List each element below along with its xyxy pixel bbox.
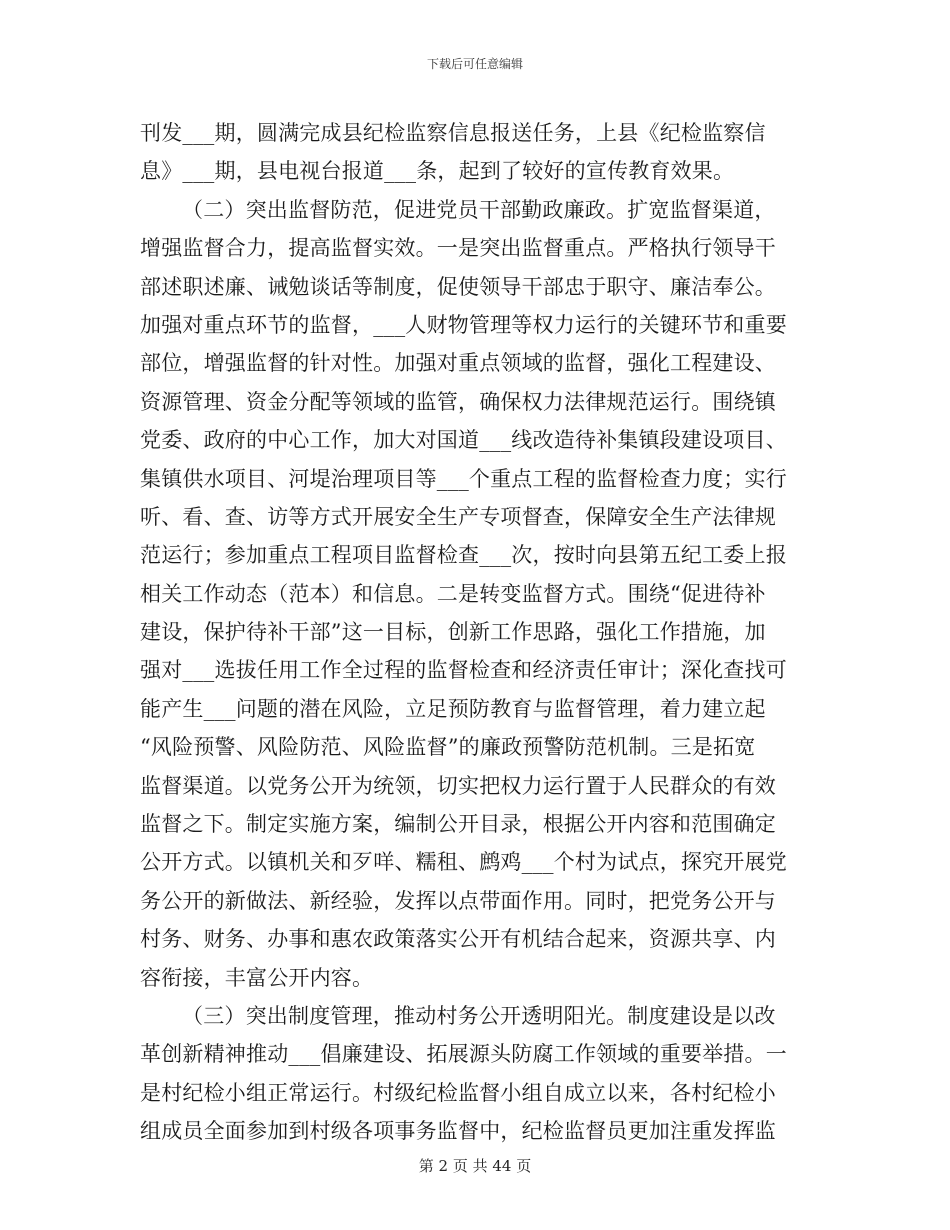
text-line: 革创新精神推动___倡廉建设、拓展源头防腐工作领域的重要举措。一: [140, 1042, 787, 1067]
text-line: 容衔接，丰富公开内容。: [140, 965, 374, 990]
text-line: 监督渠道。以党务公开为统领，切实把权力运行置于人民群众的有效: [140, 773, 776, 798]
paragraph-start-line: （三）突出制度管理，推动村务公开透明阳光。制度建设是以改: [182, 1003, 776, 1028]
text-line: 公开方式。以镇机关和歹咩、糯租、鹧鸡___个村为试点，探究开展党: [140, 850, 787, 875]
text-line: 是村纪检小组正常运行。村级纪检监督小组自成立以来，各村纪检小: [140, 1080, 776, 1105]
text-line: “风险预警、风险防范、风险监督”的廉政预警防范机制。三是拓宽: [140, 735, 756, 760]
text-line: 范运行；参加重点工程项目监督检查___次，按时向县第五纪工委上报: [140, 543, 787, 568]
text-line: 加强对重点环节的监督，___人财物管理等权力运行的关键环节和重要: [140, 312, 787, 337]
text-line: 听、看、查、访等方式开展安全生产专项督查，保障安全生产法律规: [140, 504, 776, 529]
text-line: 集镇供水项目、河堤治理项目等___个重点工程的监督检查力度；实行: [140, 466, 787, 491]
page-header-note: 下载后可任意编辑: [426, 57, 523, 71]
text-line: 建设，保护待补干部”这一目标，创新工作思路，强化工作措施，加: [140, 620, 766, 645]
page-number: 第 2 页 共 44 页: [418, 1157, 532, 1175]
paragraph-start-line: （二）突出监督防范，促进党员干部勤政廉政。扩宽监督渠道，: [182, 197, 776, 222]
text-line: 能产生___问题的潜在风险，立足预防教育与监督管理，着力建立起: [140, 696, 766, 721]
text-line: 资源管理、资金分配等领域的监管，确保权力法律规范运行。围绕镇: [140, 389, 776, 414]
text-line: 务公开的新做法、新经验，发挥以点带面作用。同时，把党务公开与: [140, 888, 776, 913]
text-line: 刊发___期，圆满完成县纪检监察信息报送任务，上县《纪检监察信: [140, 121, 766, 145]
text-line: 部位，增强监督的针对性。加强对重点领域的监督，强化工程建设、: [140, 351, 776, 376]
text-line: 增强监督合力，提高监督实效。一是突出监督重点。严格执行领导干: [140, 236, 776, 261]
text-line: 强对___选拔任用工作全过程的监督检查和经济责任审计；深化查找可: [140, 658, 787, 683]
text-line: 部述职述廉、诫勉谈话等制度，促使领导干部忠于职守、廉洁奉公。: [140, 274, 776, 299]
text-line: 息》___期，县电视台报道___条，起到了较好的宣传教育效果。: [140, 159, 735, 184]
text-line: 党委、政府的中心工作，加大对国道___线改造待补集镇段建设项目、: [140, 428, 787, 453]
text-line: 组成员全面参加到村级各项事务监督中，纪检监督员更加注重发挥监: [140, 1119, 776, 1144]
text-line: 监督之下。制定实施方案，编制公开目录，根据公开内容和范围确定: [140, 812, 776, 837]
text-line: 相关工作动态（范本）和信息。二是转变监督方式。围绕“促进待补: [140, 581, 766, 606]
text-line: 村务、财务、办事和惠农政策落实公开有机结合起来，资源共享、内: [140, 927, 776, 952]
document-body: [140, 114, 810, 1151]
